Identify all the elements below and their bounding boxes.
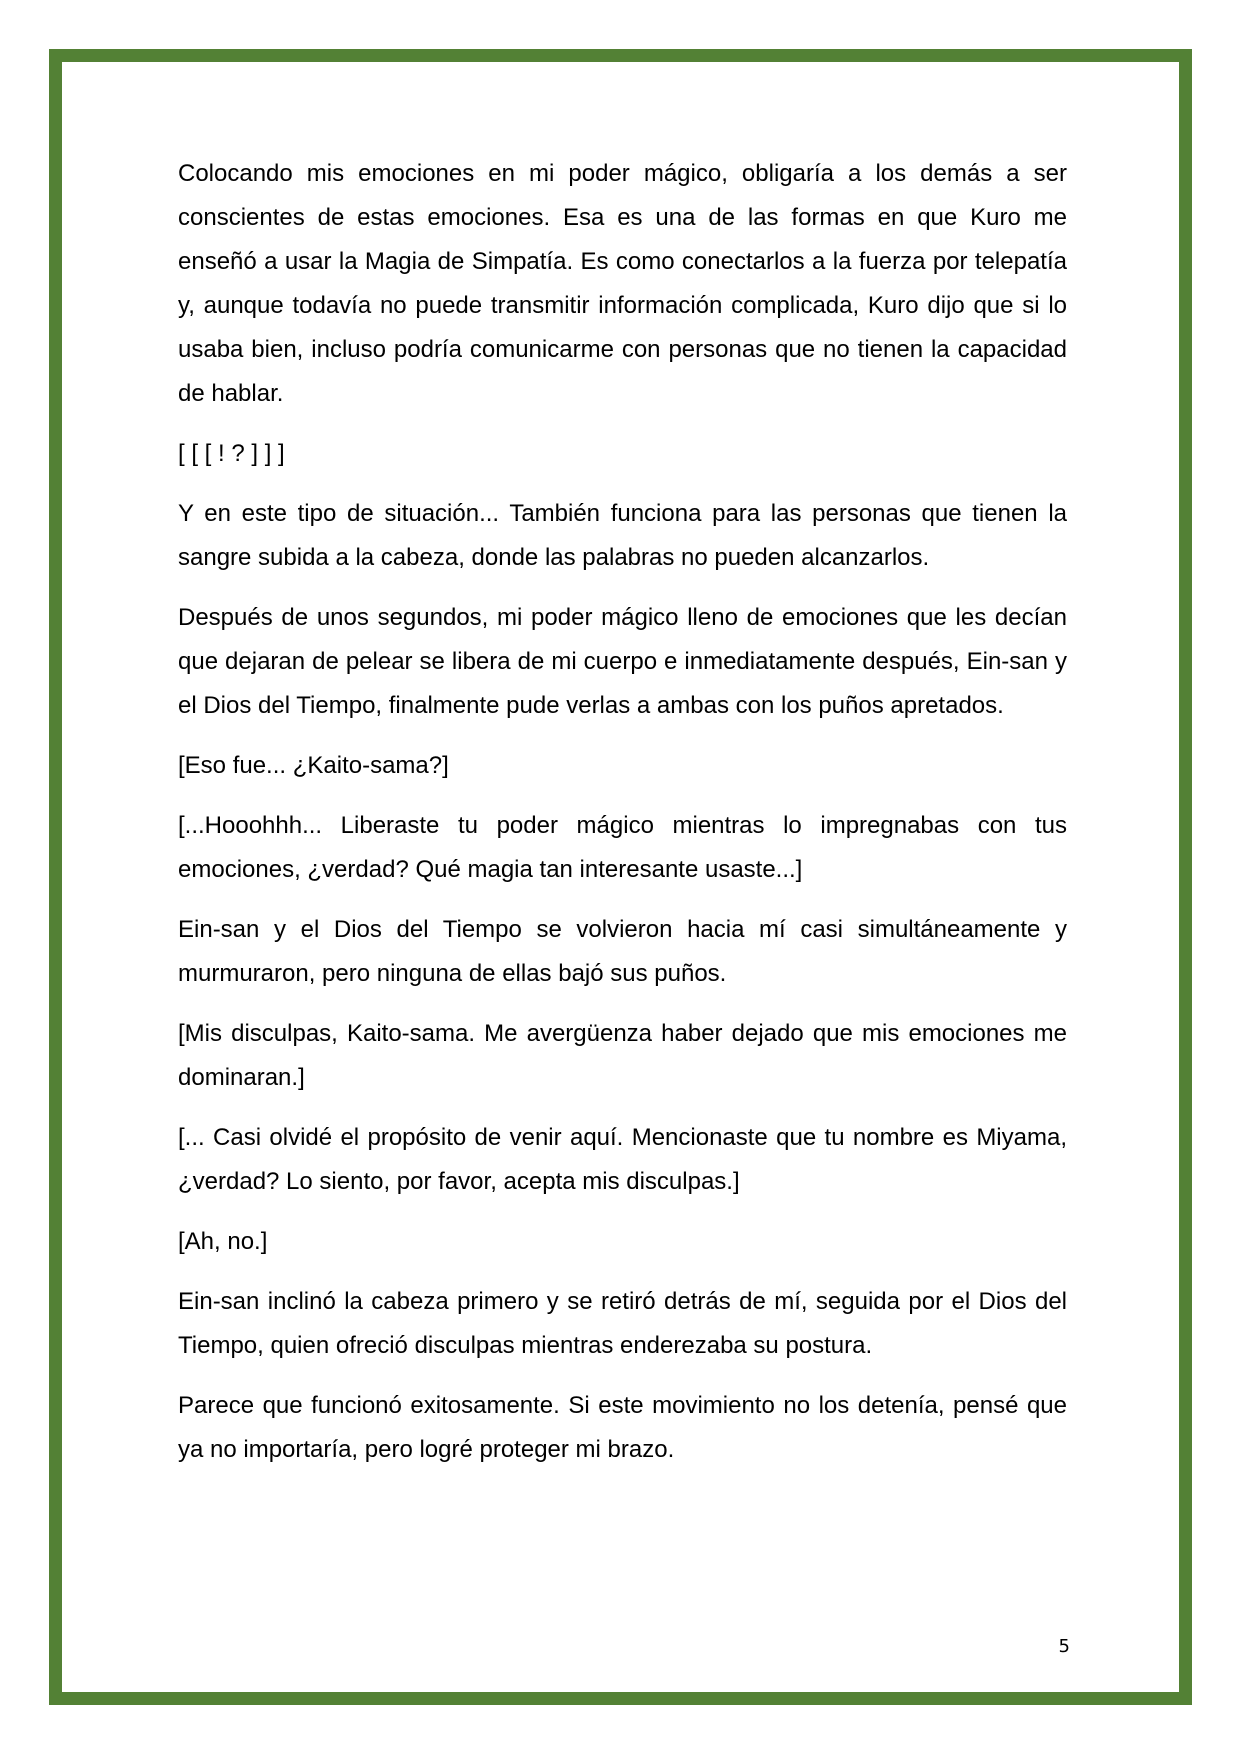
paragraph: [... Casi olvidé el propósito de venir aquí. Mencionaste que tu nombre es Miyama, ¿verdad? Lo siento, por favor, acepta mis disculpas.] (178, 1124, 1067, 1195)
paragraph: [...Hooohhh... Liberaste tu poder mágico mientras lo impregnabas con tus emociones, ¿verdad? Qué magia tan interesante usaste...] (178, 812, 1067, 883)
paragraph: [Mis disculpas, Kaito-sama. Me avergüenza haber dejado que mis emociones me dominaran.] (178, 1020, 1067, 1091)
paragraph: Colocando mis emociones en mi poder mágico, obligaría a los demás a ser conscientes de estas emociones. Esa es una de las formas en que Kuro me enseñó a usar la Magia de Simpatía. Es como conectarlos a la fuerza por telepatía y, aunque todavía no puede transmitir información complicada, Kuro dijo que si lo usaba bien, incluso podría comunicarme con personas que no tienen la capacidad de hablar. (178, 160, 1067, 407)
paragraph: [ [ [ ! ? ] ] ] (178, 440, 285, 467)
paragraph: [Ah, no.] (178, 1228, 268, 1255)
paragraph: Ein-san y el Dios del Tiempo se volvieron hacia mí casi simultáneamente y murmuraron, pero ninguna de ellas bajó sus puños. (178, 916, 1067, 987)
paragraph: Ein-san inclinó la cabeza primero y se retiró detrás de mí, seguida por el Dios del Tiempo, quien ofreció disculpas mientras enderezaba su postura. (178, 1288, 1067, 1359)
paragraph: Y en este tipo de situación... También funciona para las personas que tienen la sangre subida a la cabeza, donde las palabras no pueden alcanzarlos. (178, 500, 1067, 571)
paragraph: Después de unos segundos, mi poder mágico lleno de emociones que les decían que dejaran de pelear se libera de mi cuerpo e inmediatamente después, Ein-san y el Dios del Tiempo, finalmente pude verlas a ambas con los puños apretados. (178, 604, 1067, 719)
paragraph: Parece que funcionó exitosamente. Si este movimiento no los detenía, pensé que ya no importaría, pero logré proteger mi brazo. (178, 1392, 1067, 1463)
document-body (178, 152, 1067, 1488)
page-number: 5 (1058, 1636, 1070, 1657)
paragraph: [Eso fue... ¿Kaito-sama?] (178, 752, 449, 779)
